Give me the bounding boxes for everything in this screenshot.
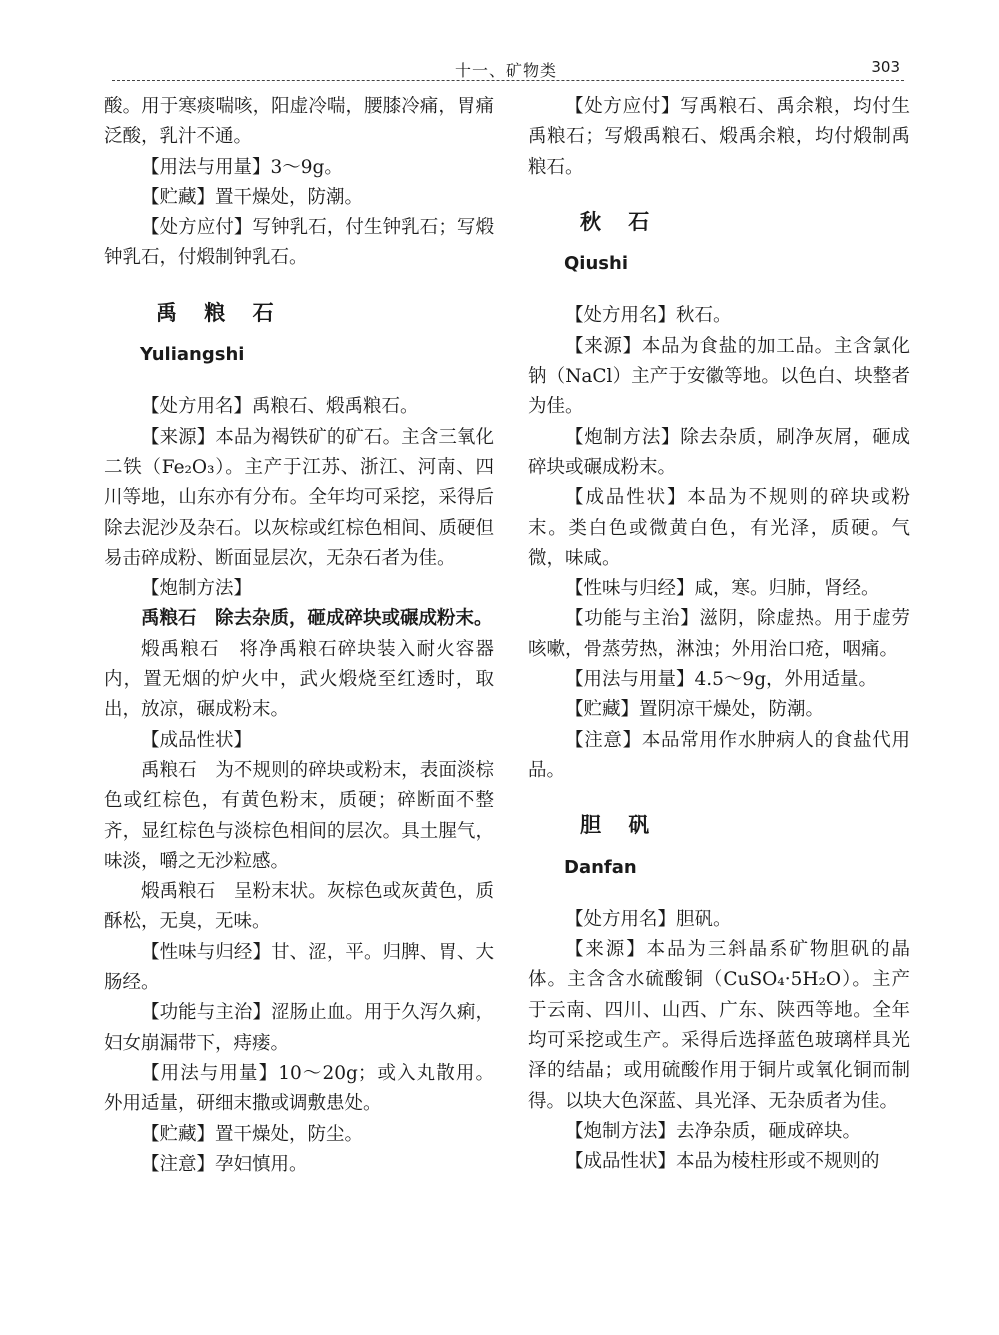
character-raw: 禹粮石 为不规则的碎块或粉末，表面淡棕色或红棕色，有黄色粉末，质硬；碎断面不整齐，显红棕色与淡棕色相间的层次。具土腥气，味淡，嚼之无沙粒感。 [104,759,494,872]
storage-text: 【贮藏】置干燥处，防潮。 [141,186,364,208]
danfan-names: 【处方用名】胆矾。 [565,908,732,930]
qiushi-source: 【来源】本品为食盐的加工品。主含氯化钠（NaCl）主产于安徽等地。以色白、块整者为佳。 [528,335,910,418]
continued-text: 酸。用于寒痰喘咳，阳虚冷喘，腰膝冷痛，胃痛泛酸，乳汁不通。 [104,96,494,148]
left-column [104,92,494,1180]
danfan-character: 【成品性状】本品为棱柱形或不规则的 [565,1151,880,1173]
entry-pinyin-yuliangshi: Yuliangshi [140,344,245,366]
qiushi-usage: 【用法与用量】4.5～9g，外用适量。 [565,669,878,691]
usage-text: 【用法与用量】3～9g。 [141,156,343,178]
character-calcined: 煅禹粮石 呈粉末状。灰棕色或灰黄色，质酥松，无臭，无味。 [104,881,494,933]
usage-text-2: 【用法与用量】10～20g；或入丸散用。外用适量，研细末撒或调敷患处。 [104,1062,494,1115]
qiushi-storage: 【贮藏】置阴凉干燥处，防潮。 [565,699,825,721]
qiushi-nature: 【性味与归经】咸，寒。归肺，肾经。 [565,578,880,600]
character-heading: 【成品性状】 [141,729,253,751]
qiushi-names: 【处方用名】秋石。 [565,305,732,327]
page-number: 303 [871,58,900,76]
function-text: 【功能与主治】涩肠止血。用于久泻久痢，妇女崩漏带下，痔瘘。 [104,1002,494,1054]
right-column [528,92,910,1178]
entry-title-qiushi: 秋 石 [580,208,660,234]
entry-pinyin-danfan: Danfan [564,856,637,878]
qiushi-character: 【成品性状】本品为不规则的碎块或粉末。类白色或微黄白色，有光泽，质硬。气微，味咸。 [528,487,910,569]
processing-heading: 【炮制方法】 [141,578,253,600]
qiushi-processing: 【炮制方法】除去杂质，刷净灰屑，砸成碎块或碾成粉末。 [528,426,910,478]
section-title: 十一、矿物类 [454,61,557,80]
entry-pinyin-qiushi: Qiushi [564,253,628,275]
storage-text-2: 【贮藏】置干燥处，防尘。 [141,1123,364,1145]
entry-title-yuliangshi: 禹 粮 石 [156,299,284,325]
danfan-processing: 【炮制方法】去净杂质，砸成碎块。 [565,1120,862,1142]
names-text: 【处方用名】禹粮石、煅禹粮石。 [141,396,419,418]
page-header [108,56,904,80]
qiushi-function: 【功能与主治】滋阴，除虚热。用于虚劳咳嗽，骨蒸劳热，淋浊；外用治口疮，咽痛。 [528,608,910,660]
prescription-text-right: 【处方应付】写禹粮石、禹余粮，均付生禹粮石；写煅禹粮石、煅禹余粮，均付煅制禹粮石。 [528,96,910,178]
header-rule [112,80,904,81]
caution-text: 【注意】孕妇慎用。 [141,1153,308,1175]
source-text: 【来源】本品为褐铁矿的矿石。主含三氧化二铁（Fe₂O₃）。主产于江苏、浙江、河南、四川等地，山东亦有分布。全年均可采挖，采得后除去泥沙及杂石。以灰棕或红棕色相间、质硬但易击碎成粉、断面显层次，无杂石者为佳。 [104,426,494,569]
processing-calcined: 煅禹粮石 将净禹粮石碎块装入耐火容器内，置无烟的炉火中，武火煅烧至红透时，取出，放凉，碾成粉末。 [104,638,494,721]
entry-title-danfan: 胆 矾 [580,812,660,838]
qiushi-caution: 【注意】本品常用作水肿病人的食盐代用品。 [528,729,910,781]
danfan-source: 【来源】本品为三斜晶系矿物胆矾的晶体。主含含水硫酸铜（CuSO₄·5H₂O）。主产于云南、四川、山西、广东、陕西等地。全年均可采挖或生产。采得后选择蓝色玻璃样具光泽的结晶；或用硫酸作用于铜片或氧化铜而制得。以块大色深蓝、具光泽、无杂质者为佳。 [528,939,910,1112]
nature-text: 【性味与归经】甘、涩，平。归脾、胃、大肠经。 [104,941,494,994]
processing-raw: 禹粮石 除去杂质，砸成碎块或碾成粉末。 [141,608,493,630]
prescription-text: 【处方应付】写钟乳石，付生钟乳石；写煅钟乳石，付煅制钟乳石。 [104,217,494,269]
